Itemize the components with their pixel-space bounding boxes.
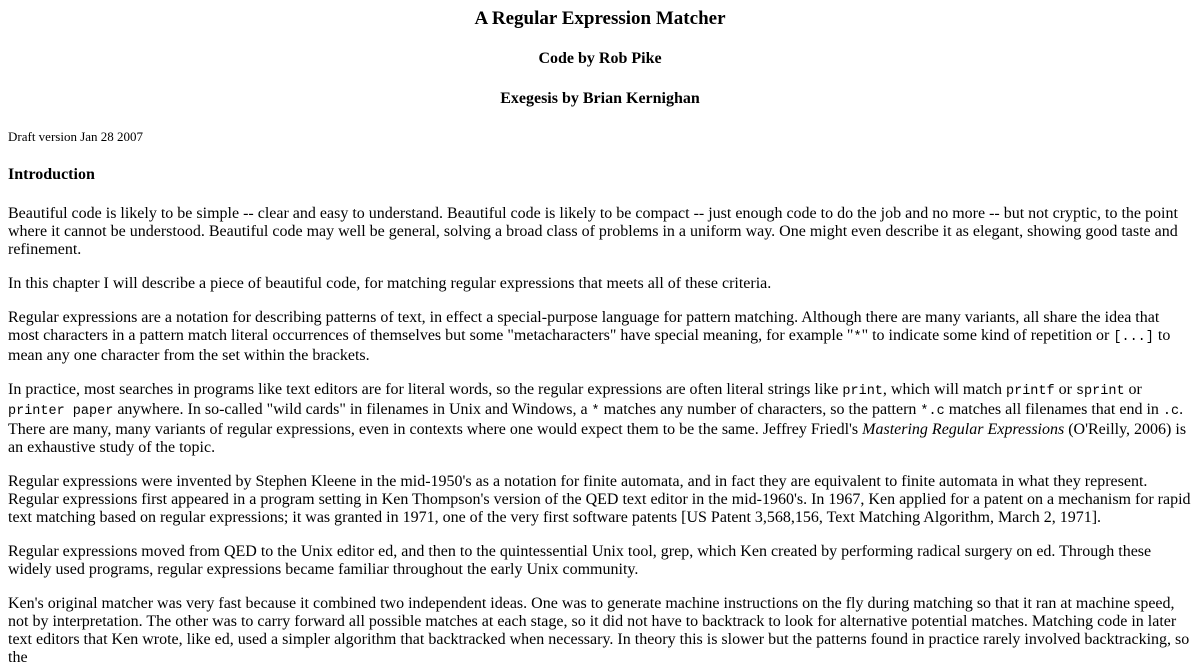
paragraph-2: In this chapter I will describe a piece of beautiful code, for matching regular expressions that meets all of these criteria. bbox=[8, 275, 772, 292]
text-span: or bbox=[1124, 381, 1142, 398]
text-span: In practice, most searches in programs like text editors are for literal words, so the regular expressions are often literal strings like bbox=[8, 381, 843, 398]
paragraph-7: Ken's original matcher was very fast because it combined two independent ideas. One was to generate machine instructions on the fly during matching so that it ran at machine speed, not by interpretation. The other was to carry forward all possible matches at each stage, so it did not have to backtrack to look for alternative potential matches. Matching code in later text editors that Ken wrote, like ed, used a simpler algorithm that backtracked when necessary. In theory this is slower but the patterns found in practice rarely involved backtracking, so the bbox=[8, 595, 1190, 666]
paragraph-6: Regular expressions moved from QED to the Unix editor ed, and then to the quintessential Unix tool, grep, which Ken created by performing radical surgery on ed. Through these widely used programs, regular expressions became familiar throughout the early Unix community. bbox=[8, 543, 1152, 578]
draft-version: Draft version Jan 28 2007 bbox=[8, 129, 144, 144]
text-span: or bbox=[1054, 381, 1076, 398]
code-span: printf bbox=[1006, 384, 1055, 399]
text-span: " to indicate some kind of repetition or bbox=[861, 327, 1114, 344]
text-span: , which will match bbox=[882, 381, 1006, 398]
code-span: [...] bbox=[1113, 330, 1154, 345]
paragraph-5: Regular expressions were invented by Stephen Kleene in the mid-1950's as a notation for finite automata, and in fact they are equivalent to finite automata in what they represent. Regular expressions first appeared in a program setting in Ken Thompson's version of the QED text editor in the mid-1960's. In 1967, Ken applied for a patent on a mechanism for rapid text matching based on regular expressions; it was granted in 1971, one of the very first software patents [US Patent 3,568,156, Text Matching Algorithm, March 2, 1971]. bbox=[8, 473, 1191, 526]
text-span: (O'Reilly, 2006) is an exhaustive study of the topic. bbox=[8, 421, 1187, 456]
text-span: matches all filenames that end in bbox=[944, 401, 1163, 418]
text-span: Regular expressions are a notation for describing patterns of text, in effect a special-purpose language for pattern matching. Although there are many variants, all share the idea that most characters in a pattern match literal occurrences of themselves but some "metacharacters" have special meaning, for example " bbox=[8, 309, 1160, 344]
text-span: . There are many, many variants of regular expressions, even in contexts where one would expect them to be the same. Jeffrey Friedl's bbox=[8, 401, 1184, 438]
text-span: matches any number of characters, so the pattern bbox=[599, 401, 921, 418]
section-heading-introduction: Introduction bbox=[8, 166, 95, 183]
document-title: A Regular Expression Matcher bbox=[474, 8, 726, 29]
byline-code: Code by Rob Pike bbox=[538, 50, 662, 67]
code-span: .c bbox=[1162, 404, 1180, 419]
paragraph-1: Beautiful code is likely to be simple -- clear and easy to understand. Beautiful code is likely to be compact -- just enough code to do the job and no more -- but not cryptic, to the point where it cannot be understood. Beautiful code may well be general, solving a broad class of problems in a uniform way. One might even describe it as elegant, showing good taste and refinement. bbox=[8, 205, 1178, 258]
text-span: to mean any one character from the set within the brackets. bbox=[8, 327, 1171, 364]
byline-exegesis: Exegesis by Brian Kernighan bbox=[500, 90, 700, 107]
code-span: print bbox=[842, 384, 883, 399]
code-span: * bbox=[853, 330, 862, 345]
paragraph-4 bbox=[8, 381, 1192, 457]
code-span: *.c bbox=[920, 404, 945, 419]
text-span: anywhere. In so-called "wild cards" in filenames in Unix and Windows, a bbox=[113, 401, 592, 418]
code-span: printer paper bbox=[8, 404, 114, 419]
code-span: sprint bbox=[1075, 384, 1125, 399]
book-title: Mastering Regular Expressions bbox=[862, 421, 1065, 438]
code-span: * bbox=[591, 404, 600, 419]
paragraph-3 bbox=[8, 309, 1192, 365]
